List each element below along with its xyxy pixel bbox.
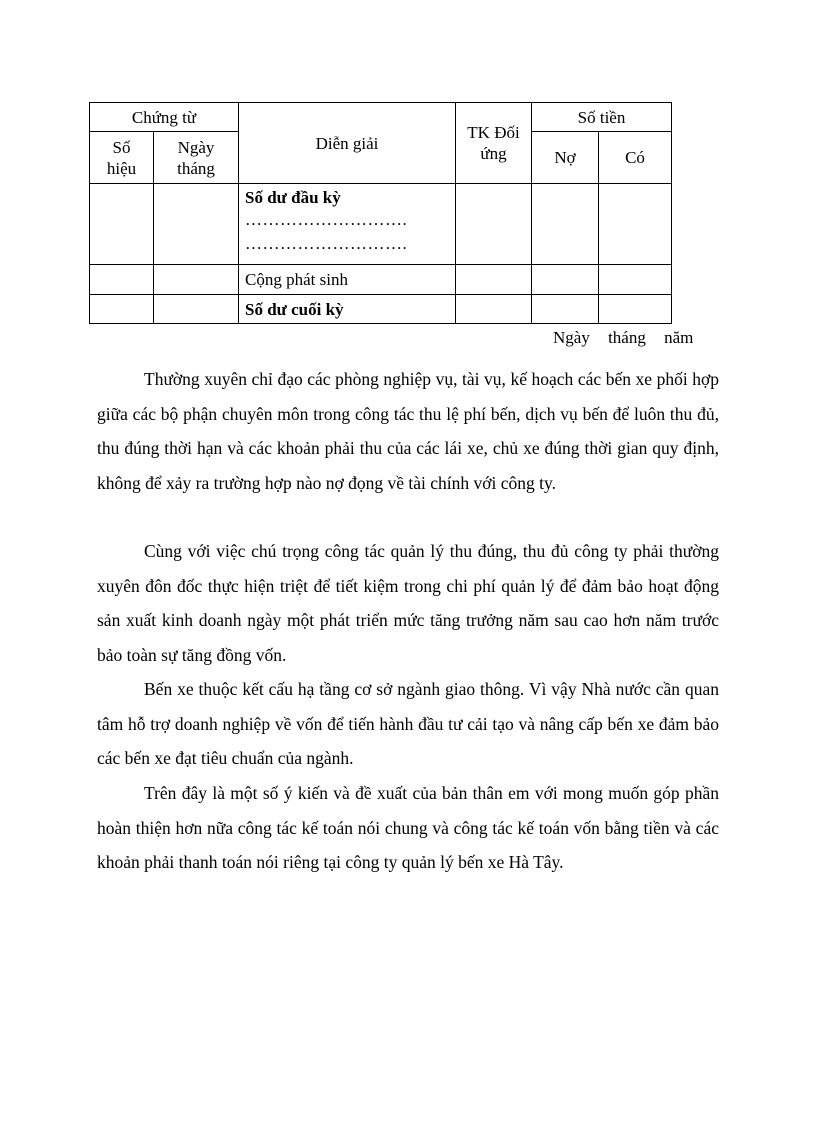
- dotted-line-2: ……………………….: [245, 234, 408, 253]
- table-row-opening: [90, 184, 672, 265]
- cell-co: [599, 265, 672, 295]
- table-row-total: [90, 265, 672, 295]
- cell-no: [532, 265, 599, 295]
- header-so-tien: Số tiền: [532, 103, 672, 132]
- header-ngay-thang: Ngày tháng: [154, 132, 239, 184]
- cell-tk-doi-ung: [456, 265, 532, 295]
- header-chung-tu: Chứng từ: [90, 103, 239, 132]
- signature-date-line: Ngày tháng năm: [553, 328, 694, 347]
- cell-co: [599, 184, 672, 265]
- header-row-1: [90, 103, 672, 132]
- header-dien-giai: Diễn giải: [239, 103, 456, 184]
- paragraph-4: Trên đây là một số ý kiến và đề xuất của bản thân em với mong muốn góp phần hoàn thiện hơn nữa công tác kế toán nói chung và công tác kế toán vốn bằng tiền và các khoản phải thanh toán nói riêng tại công ty quản lý bến xe Hà Tây.: [97, 783, 719, 872]
- cell-no: [532, 184, 599, 265]
- cell-dien-giai: [239, 184, 456, 265]
- closing-balance-label: Số dư cuối kỳ: [239, 295, 456, 324]
- header-tk-doi-ung: TK Đối ứng: [456, 103, 532, 184]
- cell-so-hieu: [90, 295, 154, 324]
- table-row-closing: [90, 295, 672, 324]
- cell-ngay-thang: [154, 295, 239, 324]
- cell-tk-doi-ung: [456, 295, 532, 324]
- paragraph-1: Thường xuyên chỉ đạo các phòng nghiệp vụ, tài vụ, kế hoạch các bến xe phối hợp giữa các bộ phận chuyên môn trong công tác thu lệ phí bến, dịch vụ bến để luôn thu đủ, thu đúng thời hạn và các khoản phải thu của các lái xe, chủ xe đúng thời gian quy định, không để xảy ra trường hợp nào nợ đọng về tài chính với công ty.: [97, 369, 719, 493]
- ledger-table: [89, 102, 672, 324]
- opening-balance-label: Số dư đầu kỳ: [245, 188, 341, 207]
- paragraph-2: Cùng với việc chú trọng công tác quản lý thu đúng, thu đủ công ty phải thường xuyên đôn đốc thực hiện triệt để tiết kiệm trong chi phí quản lý để đảm bảo hoạt động sản xuất kinh doanh ngày một phát triển mức tăng trưởng năm sau cao hơn năm trước bảo toàn sự tăng đồng vốn.: [97, 541, 719, 665]
- header-co: Có: [599, 132, 672, 184]
- cell-so-hieu: [90, 184, 154, 265]
- cell-so-hieu: [90, 265, 154, 295]
- paragraph-3: Bến xe thuộc kết cấu hạ tầng cơ sở ngành giao thông. Vì vậy Nhà nước cần quan tâm hỗ trợ doanh nghiệp về vốn để tiến hành đầu tư cải tạo và nâng cấp bến xe đảm bảo các bến xe đạt tiêu chuẩn của ngành.: [97, 679, 719, 768]
- cell-co: [599, 295, 672, 324]
- cell-ngay-thang: [154, 184, 239, 265]
- total-arising-label: Cộng phát sinh: [239, 265, 456, 295]
- cell-no: [532, 295, 599, 324]
- dotted-line-1: ……………………….: [245, 210, 408, 229]
- header-no: Nợ: [532, 132, 599, 184]
- header-so-hieu: Số hiệu: [90, 132, 154, 184]
- cell-tk-doi-ung: [456, 184, 532, 265]
- cell-ngay-thang: [154, 265, 239, 295]
